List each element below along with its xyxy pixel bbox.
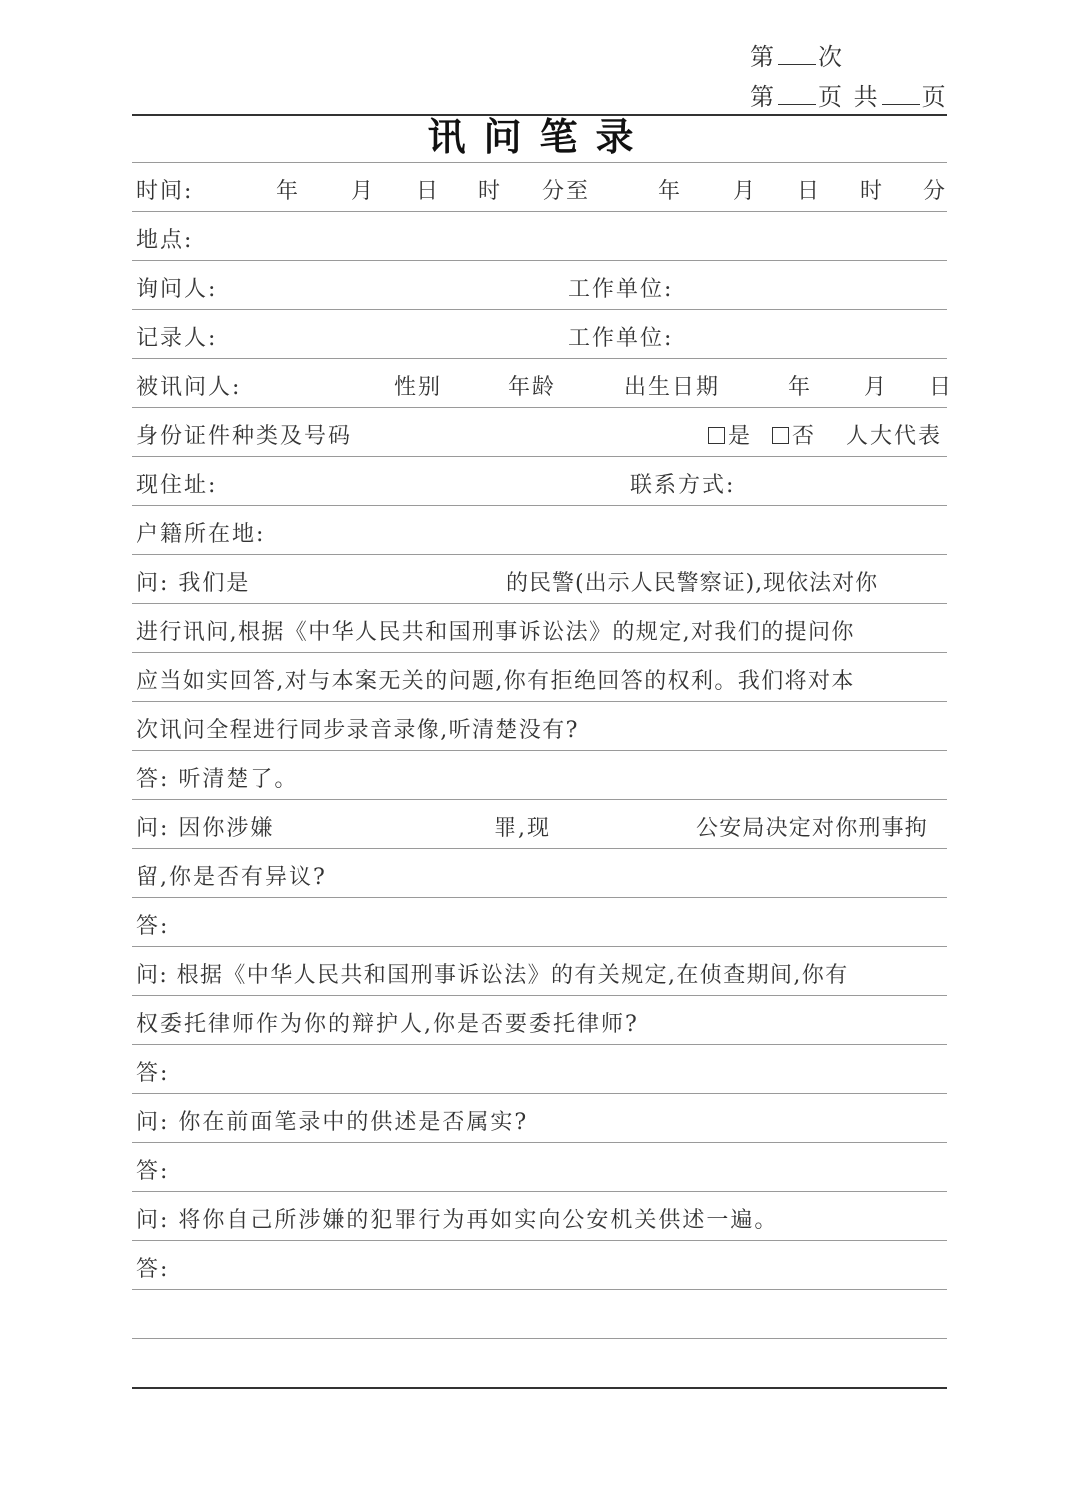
row-divider	[132, 1289, 947, 1290]
no-label: 否	[792, 424, 817, 449]
row-divider	[132, 162, 947, 163]
page-prefix: 第	[750, 83, 776, 111]
yes-checkbox[interactable]	[708, 427, 725, 444]
question-1-line-4: 次讯问全程进行同步录音录像,听清楚没有?	[136, 718, 579, 743]
answer-5: 答:	[136, 1257, 170, 1282]
question-1-start: 问: 我们是	[136, 571, 251, 596]
interrogator-label: 询问人:	[136, 277, 218, 302]
time-unit-hour-end: 时	[860, 179, 885, 204]
recorder-label: 记录人:	[136, 326, 218, 351]
row-divider	[132, 309, 947, 310]
page-number-blank[interactable]	[778, 84, 816, 105]
place-label: 地点:	[136, 228, 194, 253]
row-divider	[132, 1191, 947, 1192]
row-divider	[132, 407, 947, 408]
question-3-line-2: 权委托律师作为你的辩护人,你是否要委托律师?	[136, 1012, 639, 1037]
npc-label: 人大代表	[846, 424, 943, 449]
recorder-unit-label: 工作单位:	[568, 326, 674, 351]
question-5: 问: 将你自己所涉嫌的犯罪行为再如实向公安机关供述一遍。	[136, 1208, 779, 1233]
question-4: 问: 你在前面笔录中的供述是否属实?	[136, 1110, 529, 1135]
question-2-start: 问: 因你涉嫌	[136, 816, 275, 841]
session-number-blank[interactable]	[778, 44, 816, 65]
row-divider	[132, 603, 947, 604]
row-divider	[132, 1240, 947, 1241]
time-unit-month-end: 月	[733, 179, 758, 204]
time-unit-day-start: 日	[416, 179, 441, 204]
row-divider	[132, 1338, 947, 1339]
age-label: 年龄	[508, 375, 557, 400]
id-label: 身份证件种类及号码	[136, 424, 353, 449]
row-divider	[132, 1093, 947, 1094]
session-counter	[750, 42, 844, 72]
row-divider	[132, 554, 947, 555]
row-divider	[132, 701, 947, 702]
time-unit-month-start: 月	[351, 179, 376, 204]
suspect-label: 被讯问人:	[136, 375, 242, 400]
bottom-rule	[132, 1387, 947, 1389]
time-unit-year-start: 年	[276, 179, 301, 204]
row-divider	[132, 211, 947, 212]
question-2-mid: 罪,现	[494, 816, 551, 841]
birth-unit-year: 年	[788, 375, 813, 400]
row-divider	[132, 1142, 947, 1143]
time-unit-year-end: 年	[658, 179, 683, 204]
answer-1: 答: 听清楚了。	[136, 767, 299, 792]
time-unit-minute-to: 分至	[542, 179, 591, 204]
row-divider	[132, 799, 947, 800]
address-label: 现住址:	[136, 473, 218, 498]
page-counter	[750, 82, 948, 112]
row-divider	[132, 946, 947, 947]
row-divider	[132, 505, 947, 506]
page-title: 讯问笔录	[427, 114, 652, 159]
row-divider	[132, 750, 947, 751]
row-divider	[132, 848, 947, 849]
time-label: 时间:	[136, 179, 194, 204]
question-2-end: 公安局决定对你刑事拘	[696, 816, 929, 841]
answer-4: 答:	[136, 1159, 170, 1184]
answer-2: 答:	[136, 914, 170, 939]
page-suffix: 页	[921, 83, 948, 111]
no-checkbox[interactable]	[772, 427, 789, 444]
household-label: 户籍所在地:	[136, 522, 266, 547]
question-1-end: 的民警(出示人民警察证),现依法对你	[506, 571, 879, 596]
session-suffix: 次	[818, 43, 844, 71]
row-divider	[132, 358, 947, 359]
birth-unit-day: 日	[929, 375, 954, 400]
question-1-line-3: 应当如实回答,对与本案无关的问题,你有拒绝回答的权利。我们将对本	[136, 669, 855, 694]
time-unit-minute-end: 分	[923, 179, 948, 204]
row-divider	[132, 260, 947, 261]
row-divider	[132, 456, 947, 457]
npc-no-option[interactable]	[772, 423, 816, 451]
question-3-line-1: 问: 根据《中华人民共和国刑事诉讼法》的有关规定,在侦查期间,你有	[136, 963, 849, 988]
row-divider	[132, 995, 947, 996]
session-prefix: 第	[750, 43, 776, 71]
gender-label: 性别	[394, 375, 443, 400]
page-total-prefix: 页 共	[818, 83, 880, 111]
time-unit-hour-start: 时	[478, 179, 503, 204]
page-total-blank[interactable]	[882, 84, 920, 105]
birth-unit-month: 月	[864, 375, 889, 400]
time-unit-day-end: 日	[797, 179, 822, 204]
row-divider	[132, 1044, 947, 1045]
row-divider	[132, 652, 947, 653]
yes-label: 是	[728, 424, 753, 449]
answer-3: 答:	[136, 1061, 170, 1086]
question-1-line-2: 进行讯问,根据《中华人民共和国刑事诉讼法》的规定,对我们的提问你	[136, 620, 855, 645]
birth-label: 出生日期	[624, 375, 721, 400]
contact-label: 联系方式:	[630, 473, 736, 498]
question-2-line-2: 留,你是否有异议?	[136, 865, 327, 890]
npc-yes-option[interactable]	[708, 423, 752, 451]
interrogator-unit-label: 工作单位:	[568, 277, 674, 302]
row-divider	[132, 897, 947, 898]
